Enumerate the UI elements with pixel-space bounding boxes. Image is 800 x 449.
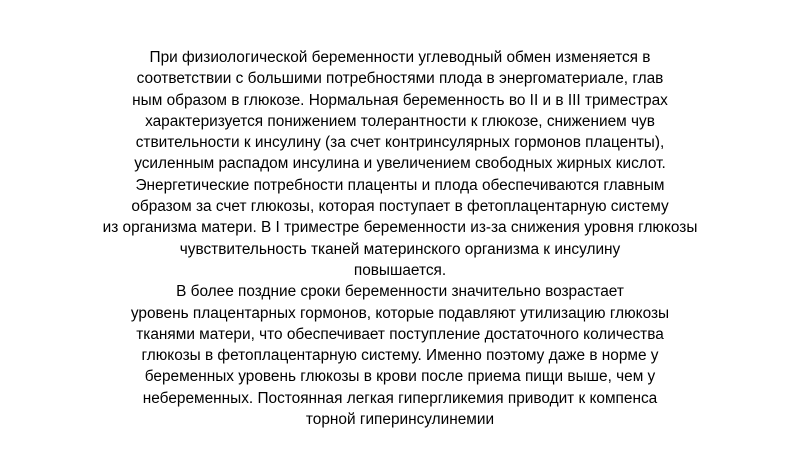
text-line: ствительности к инсулину (за счет контринсулярных гормонов плаценты), xyxy=(135,134,665,152)
text-line: образом за счет глюкозы, которая поступает в фетоплацентарную систему xyxy=(131,198,669,216)
text-line: чувствительность тканей материнского организма к инсулину xyxy=(179,240,621,258)
text-line: глюкозы в фетоплацентарную систему. Именно поэтому даже в норме у xyxy=(141,347,659,365)
text-line: торной гиперинсулинемии xyxy=(305,411,495,429)
text-line: характеризуется понижением толерантности к глюкозе, снижением чув xyxy=(145,112,655,130)
text-line: усиленным распадом инсулина и увеличением свободных жирных кислот. xyxy=(134,155,666,173)
text-line: повышается. xyxy=(353,261,447,279)
text-line: из организма матери. В I триместре беременности из-за снижения уровня глюкозы xyxy=(102,219,698,237)
text-line: тканями матери, что обеспечивает поступление достаточного количества xyxy=(136,325,664,343)
text-line: Энергетические потребности плаценты и плода обеспечиваются главным xyxy=(135,176,665,194)
text-line: ным образом в глюкозе. Нормальная беременность во II и в III триместрах xyxy=(132,91,668,109)
text-line: небеременных. Постоянная легкая гипергликемия приводит к компенса xyxy=(142,389,658,407)
text-line: При физиологической беременности углеводный обмен изменяется в xyxy=(149,49,651,66)
text-block xyxy=(40,47,760,430)
text-line: В более поздние сроки беременности значительно возрастает xyxy=(176,283,624,301)
text-line: соответствии с большими потребностями плода в энергоматериале, глав xyxy=(136,70,664,88)
text-line: уровень плацентарных гормонов, которые подавляют утилизацию глюкозы xyxy=(130,304,670,322)
text-line: беременных уровень глюкозы в крови после приема пищи выше, чем у xyxy=(144,368,656,386)
